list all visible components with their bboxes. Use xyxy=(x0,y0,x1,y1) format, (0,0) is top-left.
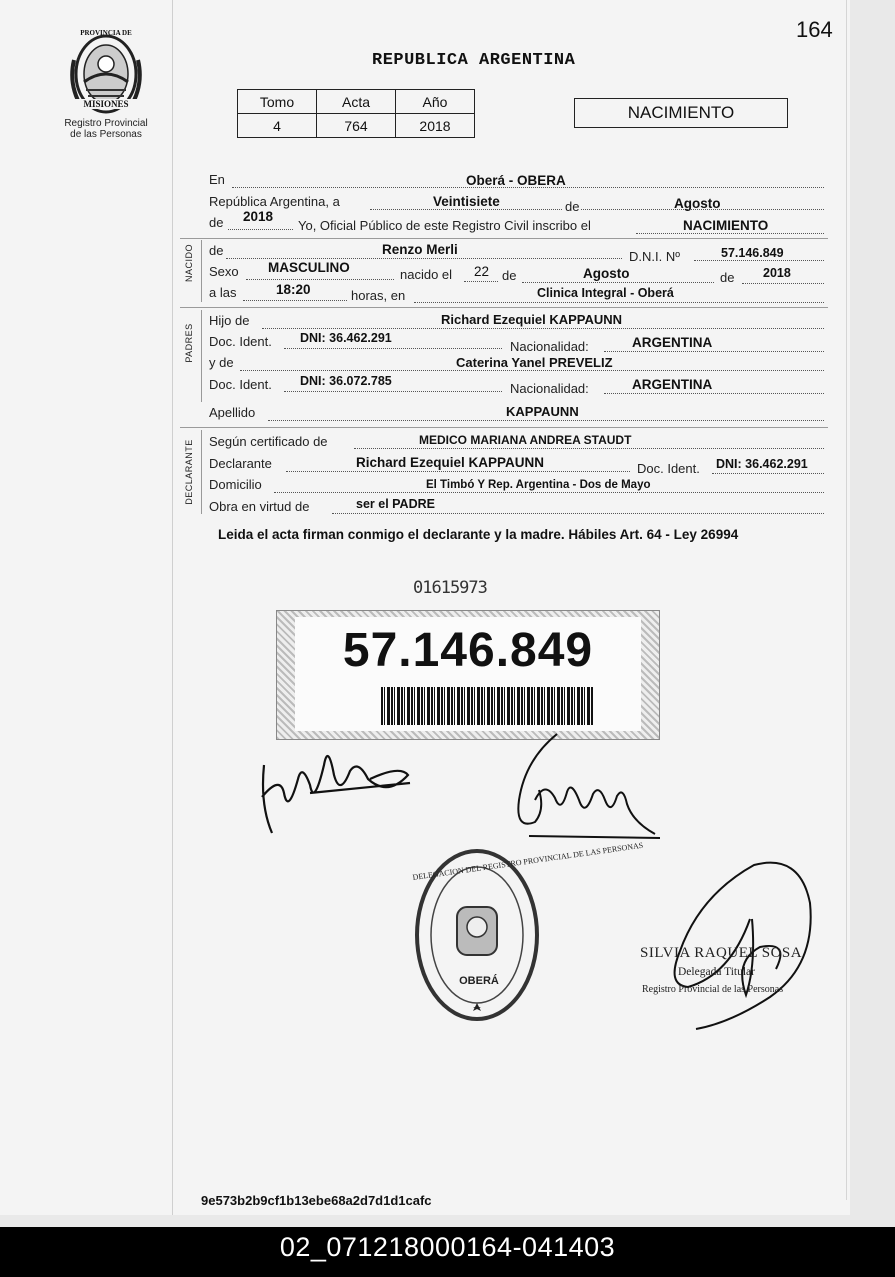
father-doc-value: DNI: 36.462.291 xyxy=(300,331,392,345)
dotted-line xyxy=(226,258,622,259)
mother-name-value: Caterina Yanel PREVELIZ xyxy=(456,355,613,370)
birth-day-value: 22 xyxy=(474,264,490,279)
mother-signature xyxy=(505,730,670,845)
father-name-value: Richard Ezequiel KAPPAUNN xyxy=(441,312,623,327)
declarante-label: Declarante xyxy=(209,456,272,471)
dotted-line xyxy=(274,492,824,493)
section-rule xyxy=(180,238,828,239)
barcode xyxy=(381,687,593,725)
de-label: de xyxy=(720,270,735,285)
certificate-value: MEDICO MARIANA ANDREA STAUDT xyxy=(419,433,632,447)
father-nationality-value: ARGENTINA xyxy=(632,335,713,350)
seal-bottom-text: MISIONES xyxy=(70,99,142,109)
dotted-line xyxy=(284,391,502,392)
official-office: Registro Provincial de las Personas xyxy=(642,984,784,995)
section-divider xyxy=(201,430,202,514)
legal-text: Leida el acta firman conmigo el declarante y la madre. Hábiles Art. 64 - Ley 26994 xyxy=(218,527,739,542)
surname-value: KAPPAUNN xyxy=(506,404,579,419)
doc-ident-label: Doc. Ident. xyxy=(209,377,272,392)
dotted-line xyxy=(240,370,824,371)
dotted-line xyxy=(712,473,824,474)
nacionalidad-label: Nacionalidad: xyxy=(510,339,589,354)
dni-label: D.N.I. Nº xyxy=(629,249,680,264)
serial-number: 01615973 xyxy=(413,578,487,598)
de-label: de xyxy=(502,268,517,283)
section-rule xyxy=(180,427,828,428)
page-number: 164 xyxy=(796,17,833,42)
register-value: 764 xyxy=(317,114,396,138)
doc-ident-label: Doc. Ident. xyxy=(209,334,272,349)
day-words-value: Veintisiete xyxy=(433,194,500,209)
dotted-line xyxy=(604,393,824,394)
en-label: En xyxy=(209,172,225,187)
a-las-label: a las xyxy=(209,285,237,300)
register-header: Acta xyxy=(317,90,396,114)
dotted-line xyxy=(414,302,824,303)
dni-sticker xyxy=(276,610,660,740)
dotted-line xyxy=(604,351,824,352)
document-hash: 9e573b2b9cf1b13ebe68a2d7d1d1cafc xyxy=(201,1193,432,1208)
section-label-padres: PADRES xyxy=(184,323,194,363)
dotted-line xyxy=(464,281,498,282)
official-name: SILVIA RAQUEL SOSA xyxy=(640,945,803,961)
dotted-line xyxy=(742,283,824,284)
nacionalidad-label: Nacionalidad: xyxy=(510,381,589,396)
dotted-line xyxy=(332,513,824,514)
birth-time-value: 18:20 xyxy=(276,282,311,297)
logo-caption-line: Registro Provincial xyxy=(64,118,148,129)
declarant-name-value: Richard Ezequiel KAPPAUNN xyxy=(356,455,545,470)
birth-month-value: Agosto xyxy=(583,266,630,281)
section-rule xyxy=(180,307,828,308)
oficial-text: Yo, Oficial Público de este Registro Civil inscribo el xyxy=(298,218,591,233)
sticker-dni-number: 57.146.849 xyxy=(342,624,594,677)
logo-caption-line: de las Personas xyxy=(70,129,142,140)
nacido-el-label: nacido el xyxy=(400,267,453,282)
register-value: 2018 xyxy=(396,114,475,138)
hijo-de-label: Hijo de xyxy=(209,313,250,328)
birth-place-value: Clinica Integral - Oberá xyxy=(537,286,674,300)
dotted-line xyxy=(370,209,824,210)
certificado-label: Según certificado de xyxy=(209,434,328,449)
obra-value: ser el PADRE xyxy=(356,497,435,511)
mother-nationality-value: ARGENTINA xyxy=(632,377,713,392)
dotted-line xyxy=(268,420,824,421)
year-value: 2018 xyxy=(243,209,274,224)
sexo-label: Sexo xyxy=(209,264,239,279)
child-name-value: Renzo Merli xyxy=(382,242,458,257)
place-value: Oberá - OBERA xyxy=(466,173,566,188)
republica-label: República Argentina, a xyxy=(209,194,340,209)
dotted-line xyxy=(694,260,824,261)
domicilio-value: El Timbó Y Rep. Argentina - Dos de Mayo xyxy=(426,479,651,491)
birth-year-value: 2018 xyxy=(763,266,791,280)
domicilio-label: Domicilio xyxy=(209,477,262,492)
register-value: 4 xyxy=(238,114,317,138)
dotted-line xyxy=(284,348,502,349)
obra-label: Obra en virtud de xyxy=(209,499,310,514)
act-value: NACIMIENTO xyxy=(683,218,769,233)
apellido-label: Apellido xyxy=(209,405,256,420)
page-fold-line xyxy=(172,0,173,1215)
de-label: de xyxy=(209,243,224,258)
child-dni-value: 57.146.849 xyxy=(721,246,784,260)
dotted-line xyxy=(522,282,714,283)
section-divider xyxy=(201,310,202,402)
register-header: Año xyxy=(396,90,475,114)
register-table xyxy=(237,89,475,138)
section-label-nacido: NACIDO xyxy=(184,244,194,283)
sticker-label-area xyxy=(295,617,641,731)
document-title: REPUBLICA ARGENTINA xyxy=(372,51,576,70)
record-type-box: NACIMIENTO xyxy=(574,98,788,128)
seal-top-text: PROVINCIA DE xyxy=(80,29,132,37)
dotted-line xyxy=(286,471,630,472)
doc-ident-label: Doc. Ident. xyxy=(637,461,700,476)
footer-file-code: 02_071218000164-041403 xyxy=(279,1232,616,1262)
dotted-line xyxy=(243,300,347,301)
month-value: Agosto xyxy=(674,196,721,211)
horas-label: horas, en xyxy=(351,288,406,303)
register-header: Tomo xyxy=(238,90,317,114)
de-label: de xyxy=(565,199,580,214)
dotted-line xyxy=(354,448,824,449)
y-de-label: y de xyxy=(209,355,234,370)
dotted-line xyxy=(636,233,824,234)
dotted-line xyxy=(262,328,824,329)
dotted-line xyxy=(228,229,293,230)
mother-doc-value: DNI: 36.072.785 xyxy=(300,374,392,388)
section-divider xyxy=(201,240,202,302)
page-edge-line xyxy=(846,0,847,1200)
declarant-signature xyxy=(250,735,420,845)
seal-city-text: OBERÁ xyxy=(459,975,499,987)
seal-ring-text: DELEGACION DEL REGISTRO PROVINCIAL DE LAS PERSONAS xyxy=(412,840,644,883)
section-label-declarante: DECLARANTE xyxy=(184,439,194,505)
sexo-value: MASCULINO xyxy=(268,260,350,275)
dotted-line xyxy=(246,279,394,280)
declarant-doc-value: DNI: 36.462.291 xyxy=(716,457,808,471)
official-role: Delegada Titular xyxy=(678,966,755,978)
de2-label: de xyxy=(209,215,224,230)
logo-caption xyxy=(50,118,162,140)
